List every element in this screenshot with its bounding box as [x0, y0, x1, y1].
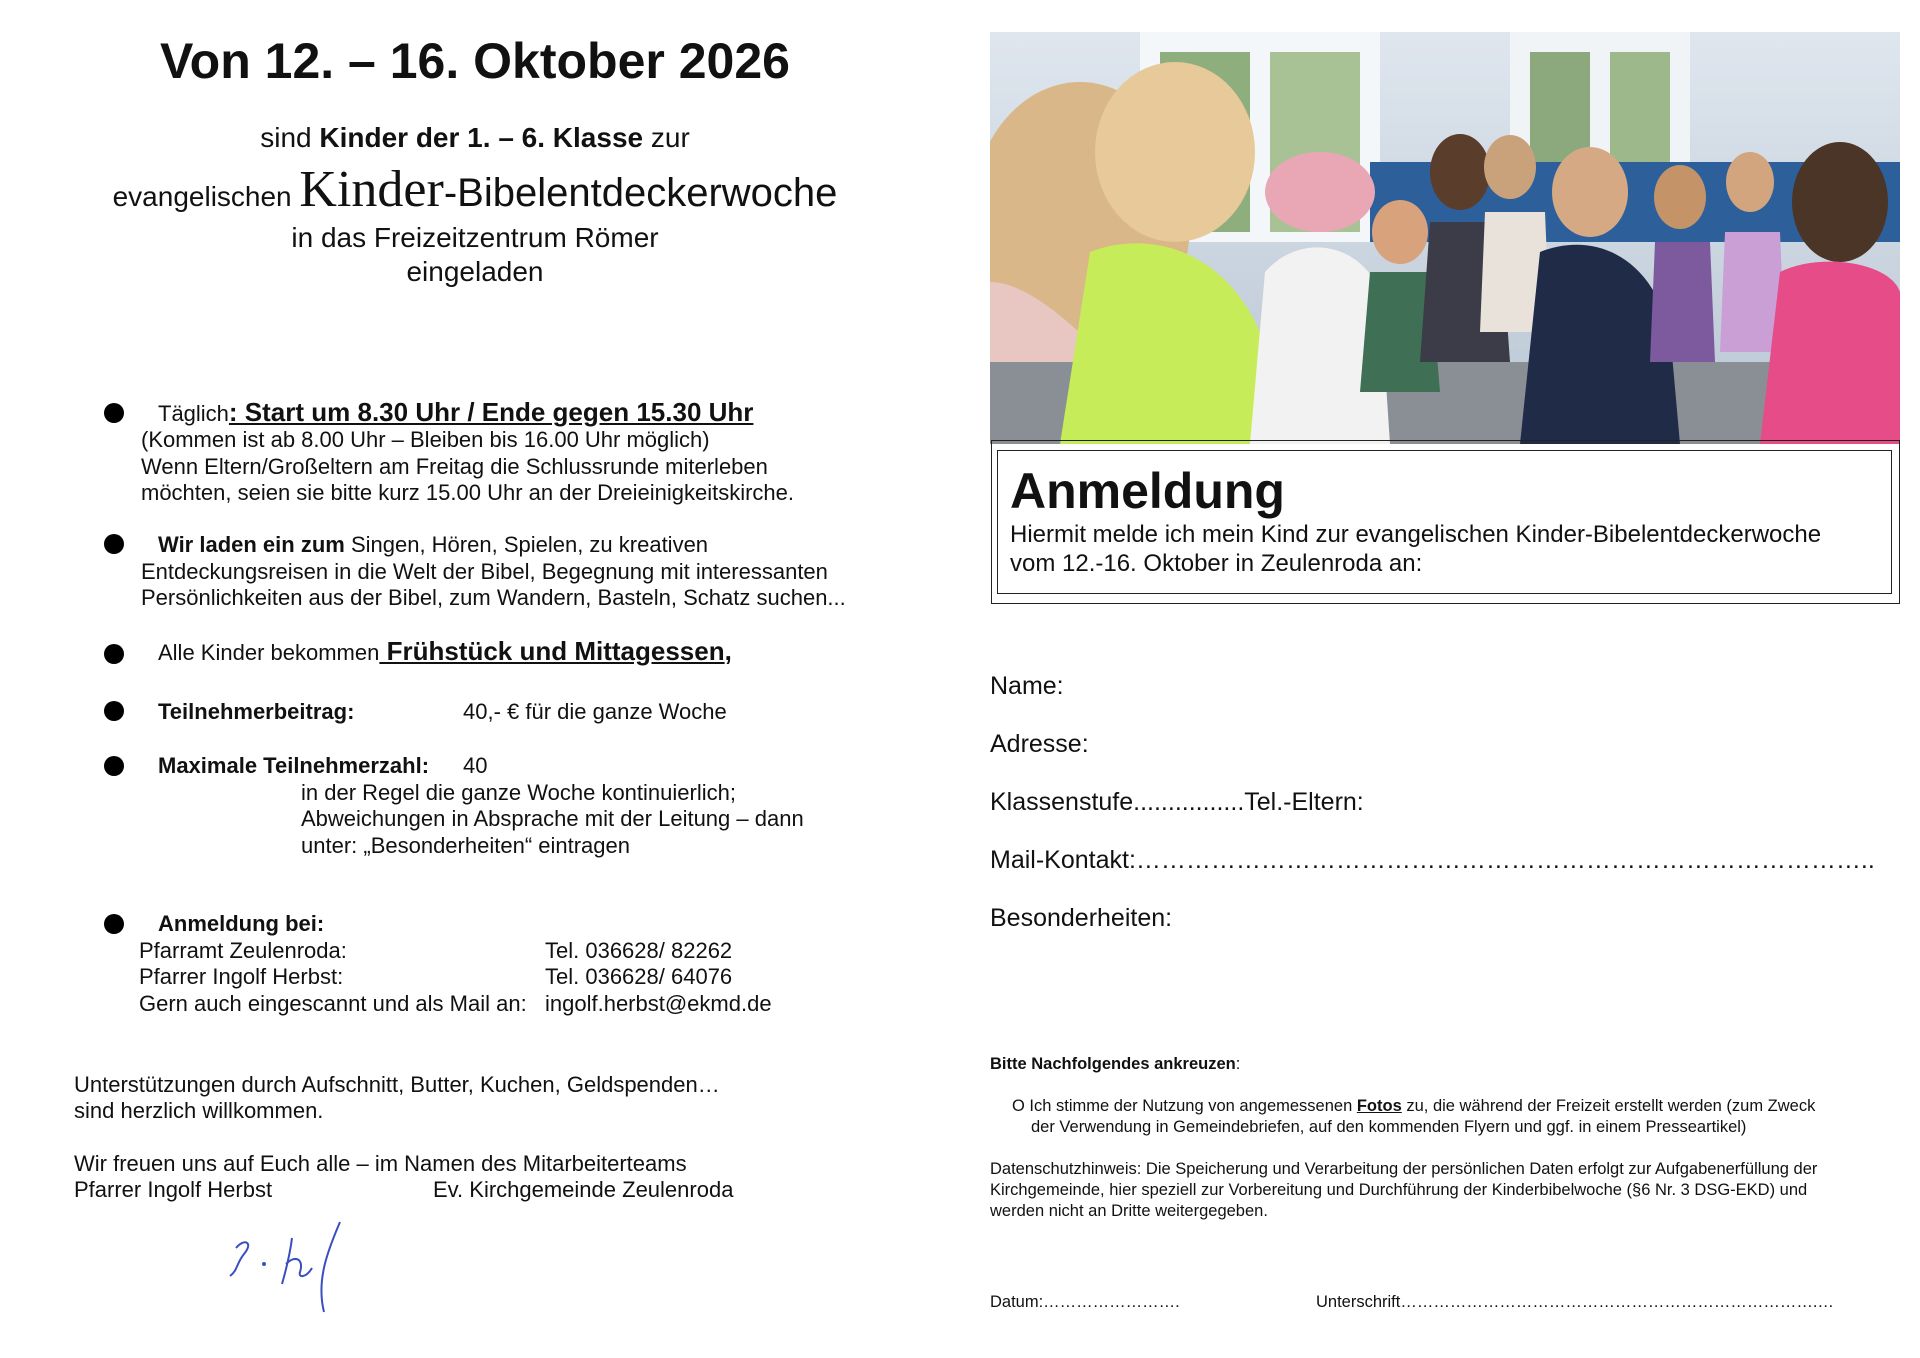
daily-line-2: Wenn Eltern/Großeltern am Freitag die Schlussrunde miterleben — [141, 454, 768, 479]
intro-line-3: in das Freizeitzentrum Römer — [291, 222, 659, 253]
register-row-2-key: Pfarrer Ingolf Herbst: — [139, 964, 344, 989]
bullet-max — [104, 756, 124, 776]
max-line-3: unter: „Besonderheiten“ eintragen — [301, 833, 630, 858]
kinder-word: Kinder — [299, 161, 444, 218]
max-label: Maximale Teilnehmerzahl: — [158, 753, 430, 778]
max-value: 40 — [463, 753, 488, 778]
address-field[interactable]: Adresse: — [990, 730, 1089, 758]
register-row-1-key: Pfarramt Zeulenroda: — [139, 938, 347, 963]
bullet-fee — [104, 701, 124, 721]
handwritten-signature — [220, 1220, 380, 1315]
intro-line-4: eingeladen — [406, 256, 544, 287]
register-email: ingolf.herbst@ekmd.de — [545, 991, 772, 1016]
intro-line-2: evangelischen Kinder-Bibelentdeckerwoche — [112, 161, 838, 218]
congregation-name: Ev. Kirchgemeinde Zeulenroda — [433, 1177, 734, 1202]
register-row-1-value: Tel. 036628/ 82262 — [545, 938, 733, 963]
signature-field[interactable]: Unterschrift………………………………………………………………….… — [1316, 1293, 1834, 1311]
children-group-photo — [990, 32, 1900, 444]
headline: Von 12. – 16. Oktober 2026 — [160, 33, 790, 89]
special-notes-field[interactable]: Besonderheiten: — [990, 904, 1173, 932]
closing-line: Wir freuen uns auf Euch alle – im Namen des Mitarbeiterteams — [74, 1151, 687, 1176]
intro-line-1: sind Kinder der 1. – 6. Klasse zur — [260, 122, 690, 153]
bullet-register — [104, 914, 124, 934]
support-line-2: sind herzlich willkommen. — [74, 1098, 324, 1123]
max-line-2: Abweichungen in Absprache mit der Leitung – dann — [301, 806, 804, 831]
privacy-line-2: Kirchgemeinde, hier speziell zur Vorbereitung und Durchführung der Kinderbibelwoche (§6 Nr. 3 DSG-EKD) und — [990, 1181, 1808, 1199]
photo-consent-line-2: der Verwendung in Gemeindebriefen, auf den kommenden Flyern und ggf. in einem Presseartikel) — [1031, 1118, 1747, 1136]
daily-line-1: (Kommen ist ab 8.00 Uhr – Bleiben bis 16.00 Uhr möglich) — [141, 427, 710, 452]
fee-value: 40,- € für die ganze Woche — [463, 699, 727, 724]
privacy-line-3: werden nicht an Dritte weitergegeben. — [990, 1202, 1268, 1220]
support-line-1: Unterstützungen durch Aufschnitt, Butter, Kuchen, Geldspenden… — [74, 1072, 720, 1097]
invite-heading: Wir laden ein zum Singen, Hören, Spielen, zu kreativen — [158, 532, 709, 557]
name-field[interactable]: Name: — [990, 672, 1064, 700]
max-line-1: in der Regel die ganze Woche kontinuierlich; — [301, 780, 736, 805]
photo-consent-checkbox[interactable]: O Ich stimme der Nutzung von angemessenen Fotos zu, die während der Freizeit erstellt werden (zum Zweck — [1012, 1097, 1816, 1115]
bullet-invite — [104, 534, 124, 554]
grade-phone-field[interactable]: Klassenstufe................Tel.-Eltern: — [990, 788, 1364, 816]
bullet-meals — [104, 644, 124, 664]
invite-line-2: Persönlichkeiten aus der Bibel, zum Wandern, Basteln, Schatz suchen... — [141, 585, 846, 610]
register-label: Anmeldung bei: — [158, 911, 325, 936]
daily-line-3: möchten, seien sie bitte kurz 15.00 Uhr an der Dreieinigkeitskirche. — [141, 480, 794, 505]
signer-name: Pfarrer Ingolf Herbst — [74, 1177, 273, 1202]
bullet-daily — [104, 403, 124, 423]
register-row-2-value: Tel. 036628/ 64076 — [545, 964, 733, 989]
register-row-3-key: Gern auch eingescannt und als Mail an: — [139, 991, 527, 1016]
invite-line-1: Entdeckungsreisen in die Welt der Bibel, Begegnung mit interessanten — [141, 559, 828, 584]
daily-heading: Täglich: Start um 8.30 Uhr / Ende gegen 15.30 Uhr — [158, 397, 754, 427]
meals-text: Alle Kinder bekommen Frühstück und Mittagessen, — [158, 636, 732, 666]
registration-title: Anmeldung — [1010, 463, 1285, 519]
mail-field[interactable]: Mail-Kontakt:…………………………………………………………………………….. — [990, 846, 1875, 874]
checkbox-heading: Bitte Nachfolgendes ankreuzen: — [990, 1055, 1241, 1073]
privacy-line-1: Datenschutzhinweis: Die Speicherung und Verarbeitung der persönlichen Daten erfolgt zur Aufgabenerfüllung der — [990, 1160, 1818, 1178]
registration-text: Hiermit melde ich mein Kind zur evangelischen Kinder-Bibelentdeckerwoche vom 12.-16. Oktober in Zeulenroda an: — [1010, 521, 1822, 577]
date-field[interactable]: Datum:……………………. — [990, 1293, 1180, 1311]
fee-label: Teilnehmerbeitrag: — [158, 699, 355, 724]
